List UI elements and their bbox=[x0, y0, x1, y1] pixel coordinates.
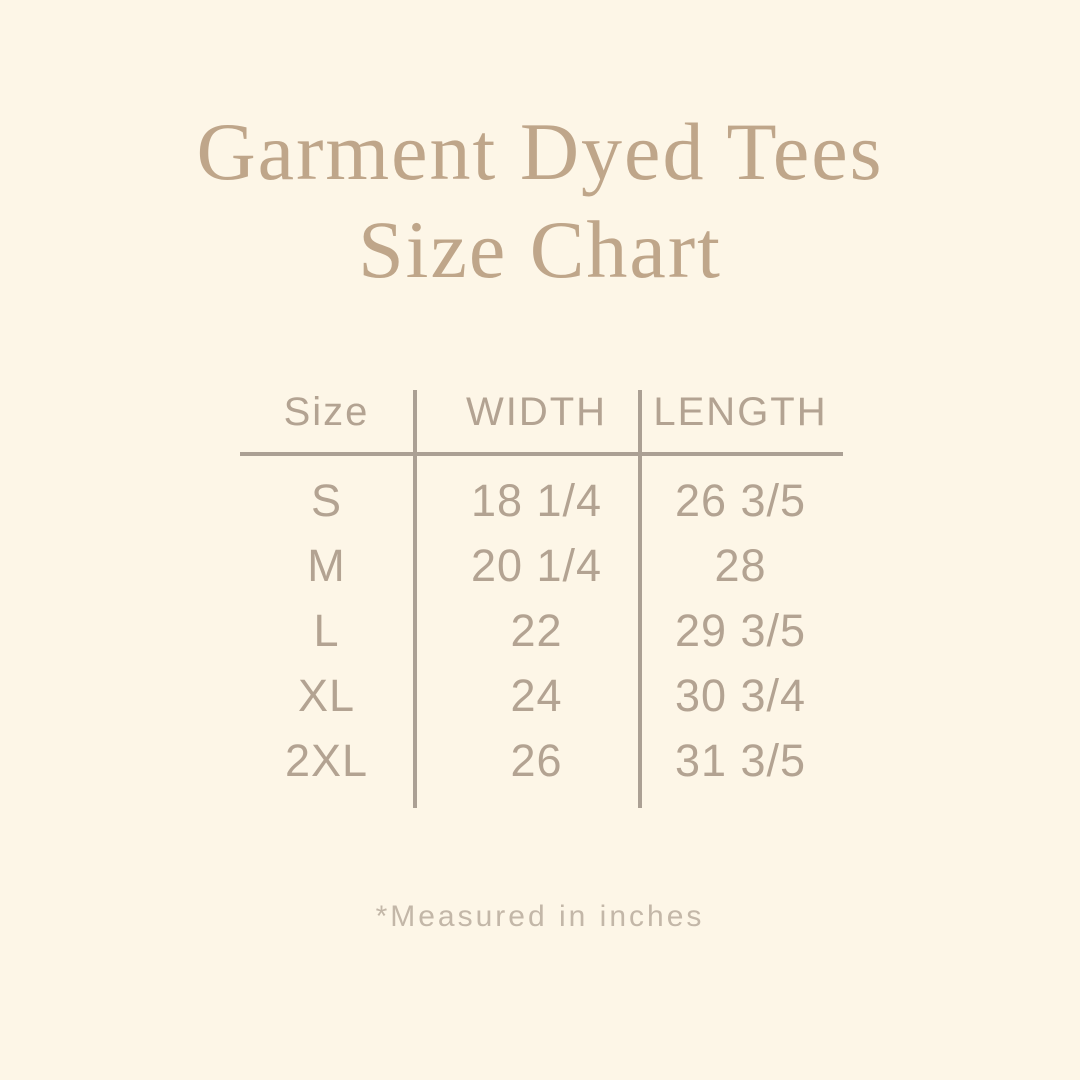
page-title bbox=[0, 103, 1080, 298]
size-value: 2XL bbox=[284, 734, 369, 786]
table-row bbox=[240, 533, 843, 598]
width-value: 24 bbox=[510, 669, 563, 721]
table-header-row bbox=[240, 390, 843, 435]
size-value: M bbox=[307, 539, 346, 591]
width-value: 26 bbox=[510, 734, 563, 786]
size-value: S bbox=[310, 474, 342, 526]
size-value: L bbox=[313, 604, 340, 656]
table-row bbox=[240, 598, 843, 663]
length-value: 30 3/4 bbox=[674, 669, 807, 721]
table-row bbox=[240, 468, 843, 533]
size-chart-table bbox=[240, 468, 843, 793]
page-title-line1: Garment Dyed Tees bbox=[196, 106, 884, 197]
length-value: 29 3/5 bbox=[674, 604, 807, 656]
length-value: 31 3/5 bbox=[674, 734, 807, 786]
column-header-width: WIDTH bbox=[465, 390, 608, 434]
table-row bbox=[240, 663, 843, 728]
column-header-length: LENGTH bbox=[653, 390, 828, 434]
length-value: 26 3/5 bbox=[674, 474, 807, 526]
width-value: 18 1/4 bbox=[470, 474, 603, 526]
header-divider-line bbox=[240, 452, 843, 456]
page-title-line2: Size Chart bbox=[358, 203, 722, 295]
length-value: 28 bbox=[714, 539, 767, 591]
table-row bbox=[240, 728, 843, 793]
width-value: 22 bbox=[510, 604, 563, 656]
column-header-size: Size bbox=[283, 390, 370, 434]
measurement-footnote: *Measured in inches bbox=[375, 900, 705, 933]
size-value: XL bbox=[297, 669, 356, 721]
width-value: 20 1/4 bbox=[470, 539, 603, 591]
